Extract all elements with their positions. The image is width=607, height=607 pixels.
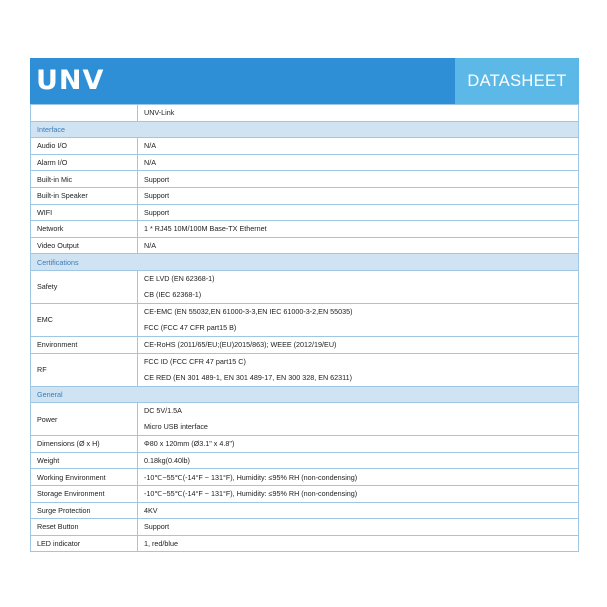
spec-row bbox=[31, 187, 579, 204]
spec-value: 0.18kg(0.40lb) bbox=[138, 452, 579, 469]
spec-label: Alarm I/O bbox=[31, 154, 138, 171]
spec-value-line: FCC ID (FCC CFR 47 part15 C) bbox=[144, 356, 246, 366]
spec-label: Safety bbox=[31, 270, 138, 303]
spec-value-line: CE-EMC (EN 55032,EN 61000-3-3,EN IEC 61000-3-2,EN 55035) bbox=[144, 306, 353, 316]
spec-label: Surge Protection bbox=[31, 502, 138, 519]
spec-row bbox=[31, 452, 579, 469]
section-title: Certifications bbox=[31, 254, 579, 271]
spec-row bbox=[31, 403, 579, 436]
spec-value-line: CE RED (EN 301 489-1, EN 301 489-17, EN 300 328, EN 62311) bbox=[144, 372, 353, 382]
spec-row bbox=[31, 138, 579, 155]
spec-value: Support bbox=[138, 187, 579, 204]
spec-value: Support bbox=[138, 519, 579, 536]
spec-value: 1, red/blue bbox=[138, 535, 579, 552]
spec-value: N/A bbox=[138, 237, 579, 254]
spec-label: Reset Button bbox=[31, 519, 138, 536]
spec-label: Video Output bbox=[31, 237, 138, 254]
spec-label: EMC bbox=[31, 303, 138, 336]
section-header bbox=[31, 386, 579, 403]
datasheet bbox=[30, 58, 579, 552]
spec-label: Dimensions (Ø x H) bbox=[31, 436, 138, 453]
spec-value: -10℃~55℃(-14°F ~ 131°F), Humidity: ≤95% RH (non-condensing) bbox=[138, 469, 579, 486]
spec-value: 1 * RJ45 10M/100M Base-TX Ethernet bbox=[138, 221, 579, 238]
spec-value-line: CE LVD (EN 62368-1) bbox=[144, 273, 215, 283]
spec-value: -10℃~55℃(-14°F ~ 131°F), Humidity: ≤95% RH (non-condensing) bbox=[138, 485, 579, 502]
spec-value: Φ80 x 120mm (Ø3.1" x 4.8") bbox=[138, 436, 579, 453]
section-header bbox=[31, 121, 579, 138]
spec-label: Built-in Speaker bbox=[31, 187, 138, 204]
spec-row bbox=[31, 485, 579, 502]
spec-value: Support bbox=[138, 204, 579, 221]
datasheet-title: DATASHEET bbox=[455, 58, 579, 104]
spec-label: WIFI bbox=[31, 204, 138, 221]
spec-table bbox=[30, 104, 579, 552]
spec-row bbox=[31, 105, 579, 122]
spec-label: LED indicator bbox=[31, 535, 138, 552]
spec-value-line: Micro USB interface bbox=[144, 422, 208, 432]
spec-row bbox=[31, 171, 579, 188]
spec-value bbox=[138, 403, 579, 436]
spec-value: 4KV bbox=[138, 502, 579, 519]
spec-value: CE-RoHS (2011/65/EU;(EU)2015/863); WEEE (2012/19/EU) bbox=[138, 336, 579, 353]
spec-label: Built-in Mic bbox=[31, 171, 138, 188]
section-title: Interface bbox=[31, 121, 579, 138]
spec-label: Weight bbox=[31, 452, 138, 469]
spec-row bbox=[31, 353, 579, 386]
spec-row bbox=[31, 221, 579, 238]
spec-row bbox=[31, 204, 579, 221]
spec-row bbox=[31, 237, 579, 254]
spec-row bbox=[31, 436, 579, 453]
spec-row bbox=[31, 154, 579, 171]
spec-value: N/A bbox=[138, 138, 579, 155]
spec-value: UNV-Link bbox=[138, 105, 579, 122]
section-header bbox=[31, 254, 579, 271]
spec-label: Working Environment bbox=[31, 469, 138, 486]
spec-label bbox=[31, 105, 138, 122]
spec-label: RF bbox=[31, 353, 138, 386]
spec-value bbox=[138, 303, 579, 336]
spec-row bbox=[31, 519, 579, 536]
unv-logo: UNV bbox=[36, 65, 105, 96]
spec-value bbox=[138, 353, 579, 386]
spec-value-line: CB (IEC 62368-1) bbox=[144, 289, 202, 299]
spec-row bbox=[31, 270, 579, 303]
spec-row bbox=[31, 535, 579, 552]
spec-label: Power bbox=[31, 403, 138, 436]
spec-label: Storage Environment bbox=[31, 485, 138, 502]
spec-label: Environment bbox=[31, 336, 138, 353]
spec-row bbox=[31, 502, 579, 519]
spec-label: Network bbox=[31, 221, 138, 238]
spec-row bbox=[31, 303, 579, 336]
spec-row bbox=[31, 336, 579, 353]
spec-value: Support bbox=[138, 171, 579, 188]
spec-value-line: DC 5V/1.5A bbox=[144, 406, 182, 416]
spec-label: Audio I/O bbox=[31, 138, 138, 155]
spec-value: N/A bbox=[138, 154, 579, 171]
spec-row bbox=[31, 469, 579, 486]
spec-value-line: FCC (FCC 47 CFR part15 B) bbox=[144, 322, 237, 332]
header-bar bbox=[30, 58, 579, 104]
section-title: General bbox=[31, 386, 579, 403]
spec-value bbox=[138, 270, 579, 303]
